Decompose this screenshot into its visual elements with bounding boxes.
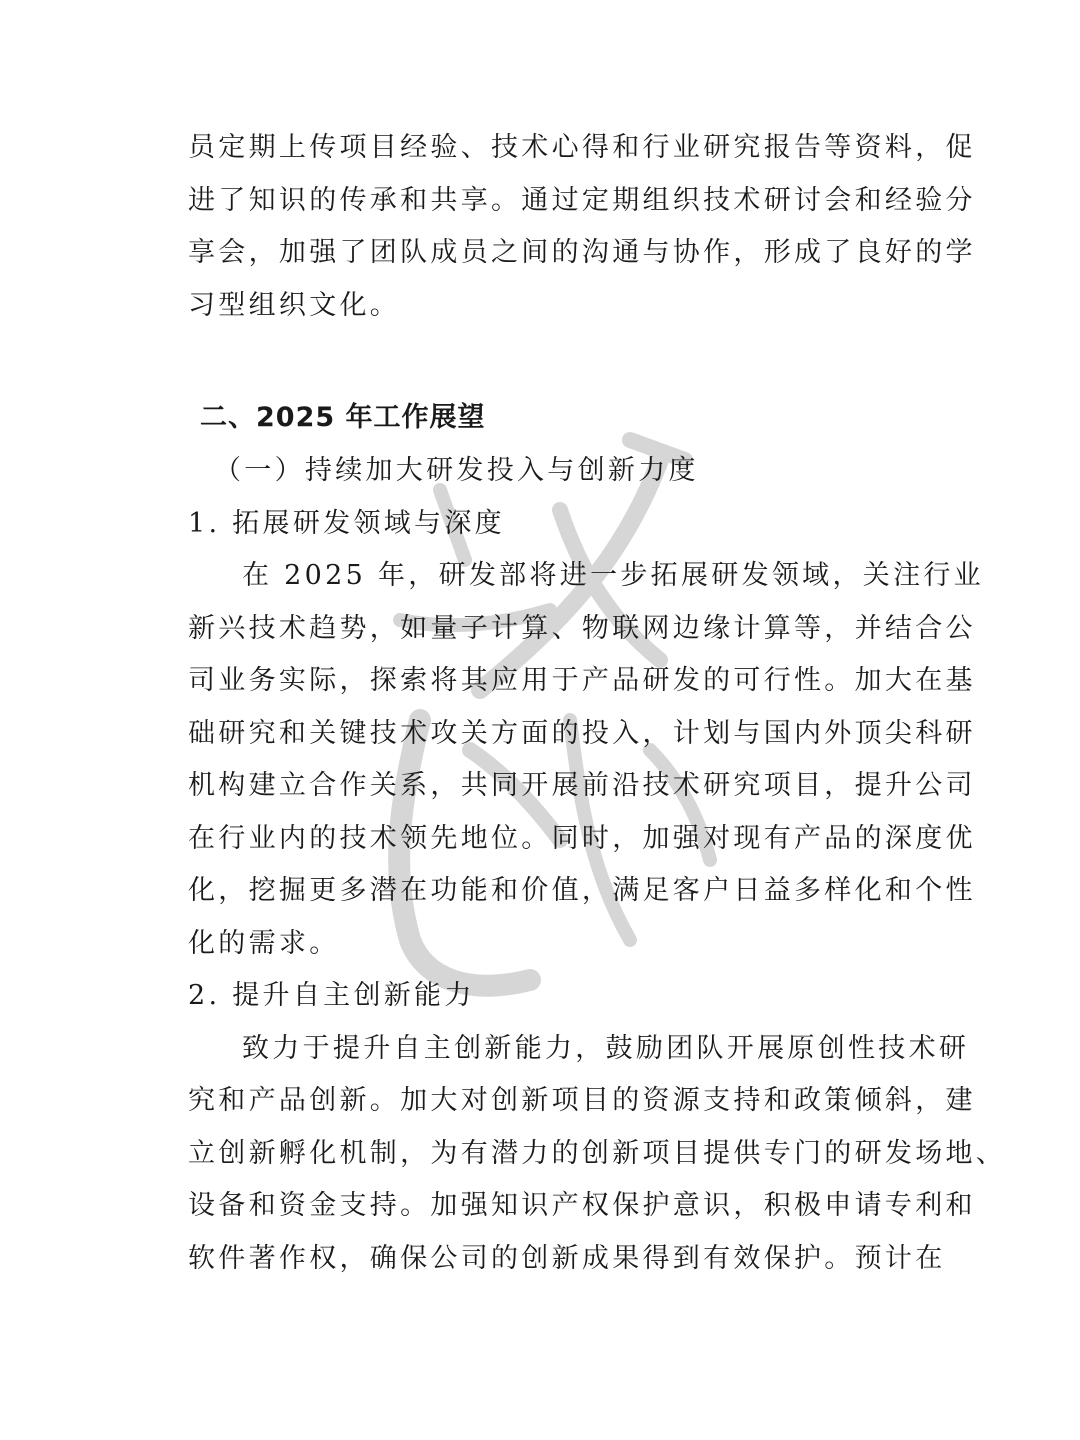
text-line: 致力于提升自主创新能力，鼓励团队开展原创性技术研 — [242, 1032, 970, 1064]
text-line: 在 2025 年，研发部将进一步拓展研发领域，关注行业 — [242, 560, 984, 591]
text-line: 司业务实际，探索将其应用于产品研发的可行性。加大在基 — [188, 665, 976, 696]
text-line: 习型组织文化。 — [188, 289, 401, 321]
text-line: 立创新孵化机制，为有潜力的创新项目提供专门的研发场地、 — [188, 1137, 1007, 1169]
section-heading-2025-outlook: 二、2025 年工作展望 — [200, 402, 486, 433]
item-heading-expand-rd: 1. 拓展研发领域与深度 — [188, 507, 505, 539]
item-heading-innovation-capability: 2. 提升自主创新能力 — [188, 980, 475, 1011]
subsection-heading-rd-investment: （一）持续加大研发投入与创新力度 — [214, 455, 699, 486]
text-line: 化的需求。 — [188, 927, 340, 959]
text-line: 在行业内的技术领先地位。同时，加强对现有产品的深度优 — [188, 822, 976, 854]
text-line: 新兴技术趋势，如量子计算、物联网边缘计算等，并结合公 — [188, 612, 976, 644]
text-line: 化，挖掘更多潜在功能和价值，满足客户日益多样化和个性 — [188, 875, 976, 906]
text-line: 究和产品创新。加大对创新项目的资源支持和政策倾斜，建 — [188, 1085, 976, 1116]
text-line: 机构建立合作关系，共同开展前沿技术研究项目，提升公司 — [188, 770, 976, 801]
text-line: 享会，加强了团队成员之间的沟通与协作，形成了良好的学 — [188, 237, 976, 268]
text-line: 设备和资金支持。加强知识产权保护意识，积极申请专利和 — [188, 1190, 976, 1221]
text-line: 员定期上传项目经验、技术心得和行业研究报告等资料，促 — [188, 132, 976, 163]
text-line: 软件著作权，确保公司的创新成果得到有效保护。预计在 — [188, 1242, 946, 1274]
section-2025-outlook — [188, 445, 1006, 1285]
paragraph-knowledge-sharing — [188, 122, 976, 332]
text-line: 进了知识的传承和共享。通过定期组织技术研讨会和经验分 — [188, 184, 976, 216]
text-line: 础研究和关键技术攻关方面的投入，计划与国内外顶尖科研 — [188, 717, 976, 749]
